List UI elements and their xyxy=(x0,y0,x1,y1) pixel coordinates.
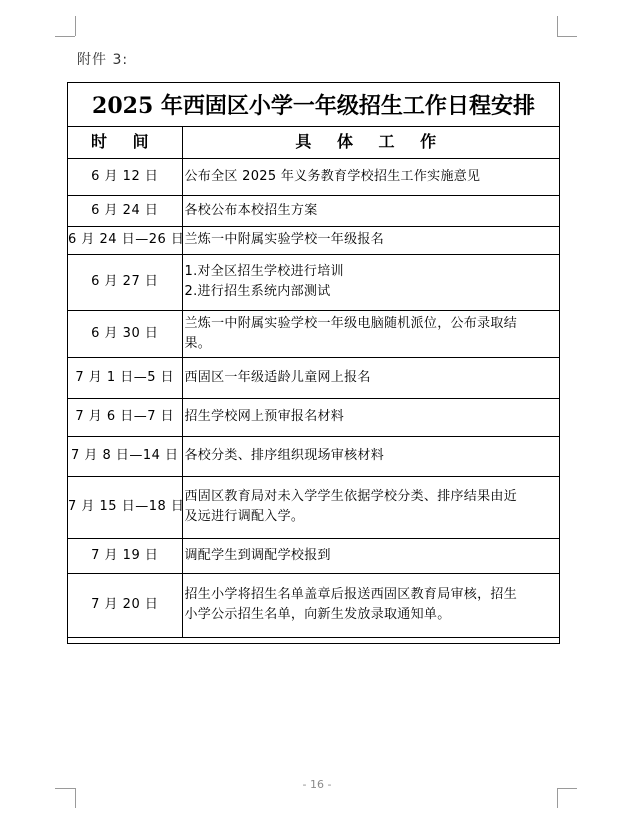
table-row xyxy=(68,436,559,476)
crop-mark xyxy=(75,788,76,808)
page-number: - 16 - xyxy=(302,778,332,791)
task-line: 公布全区 2025 年义务教育学校招生工作实施意见 xyxy=(184,168,481,184)
task-line: 招生小学将招生名单盖章后报送西固区教育局审核，招生 xyxy=(184,587,518,602)
row-date: 7 月 1 日—5 日 xyxy=(68,357,182,398)
row-task xyxy=(182,398,559,436)
row-date: 7 月 15 日—18 日 xyxy=(68,476,182,538)
table-row xyxy=(68,195,559,226)
table-row xyxy=(68,357,559,398)
task-line: 小学公示招生名单，向新生发放录取通知单。 xyxy=(184,607,451,622)
table-row xyxy=(68,476,559,538)
row-date: 6 月 24 日—26 日 xyxy=(68,226,182,254)
crop-mark xyxy=(55,36,75,37)
task-line: 1.对全区招生学校进行培训 xyxy=(184,264,344,279)
table-row xyxy=(68,398,559,436)
table-row xyxy=(68,226,559,254)
row-task xyxy=(182,226,559,254)
row-date: 6 月 30 日 xyxy=(68,310,182,357)
task-line: 调配学生到调配学校报到 xyxy=(184,547,331,563)
header-time: 时 间 xyxy=(68,126,182,158)
table-header-row xyxy=(68,126,559,158)
header-work: 具 体 工 作 xyxy=(182,126,559,158)
row-date: 6 月 24 日 xyxy=(68,195,182,226)
table-row xyxy=(68,310,559,357)
table-row xyxy=(68,573,559,637)
schedule-sheet xyxy=(67,82,560,644)
task-line: 招生学校网上预审报名材料 xyxy=(184,409,345,424)
row-task xyxy=(182,476,559,538)
row-date: 6 月 12 日 xyxy=(68,158,182,195)
row-task xyxy=(182,573,559,637)
row-task xyxy=(182,254,559,310)
row-task xyxy=(182,195,559,226)
task-line: 西固区教育局对未入学学生依据学校分类、排序结果由近 xyxy=(184,489,518,504)
row-date: 6 月 27 日 xyxy=(68,254,182,310)
row-task xyxy=(182,310,559,357)
row-task xyxy=(182,357,559,398)
schedule-table xyxy=(68,126,559,638)
row-date: 7 月 6 日—7 日 xyxy=(68,398,182,436)
row-date: 7 月 8 日—14 日 xyxy=(68,436,182,476)
task-line: 各校公布本校招生方案 xyxy=(184,202,318,218)
table-row xyxy=(68,158,559,195)
task-line: 各校分类、排序组织现场审核材料 xyxy=(184,448,385,463)
task-line: 兰炼一中附属实验学校一年级报名 xyxy=(184,232,385,247)
table-row xyxy=(68,538,559,573)
attachment-label: 附件 3: xyxy=(77,52,129,68)
table-row xyxy=(68,254,559,310)
row-task xyxy=(182,158,559,195)
row-task xyxy=(182,538,559,573)
task-line: 2.进行招生系统内部测试 xyxy=(184,284,331,299)
crop-mark xyxy=(557,788,558,808)
row-task xyxy=(182,436,559,476)
task-line: 及远进行调配入学。 xyxy=(184,509,305,524)
task-line: 果。 xyxy=(184,335,212,351)
crop-mark xyxy=(75,16,76,36)
crop-mark xyxy=(557,36,577,37)
crop-mark xyxy=(557,16,558,36)
task-line: 兰炼一中附属实验学校一年级电脑随机派位，公布录取结 xyxy=(184,315,518,331)
row-date: 7 月 20 日 xyxy=(68,573,182,637)
task-line: 西固区一年级适龄儿童网上报名 xyxy=(184,369,371,385)
document-title: 2025 年西固区小学一年级招生工作日程安排 xyxy=(68,83,559,127)
row-date: 7 月 19 日 xyxy=(68,538,182,573)
